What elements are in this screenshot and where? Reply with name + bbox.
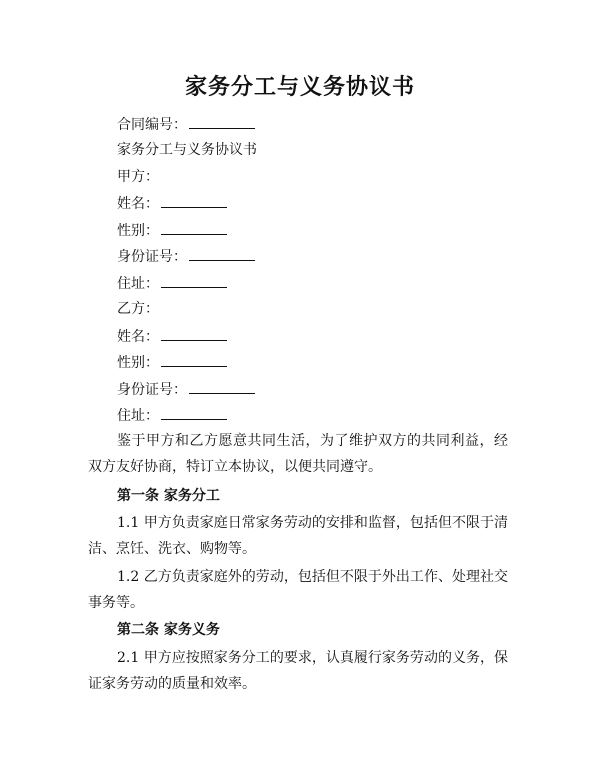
party-b-id-blank (189, 379, 255, 394)
party-a-name-field (117, 193, 227, 214)
document-title: 家务分工与义务协议书 (184, 74, 415, 100)
document-subtitle: 家务分工与义务协议书 (117, 142, 257, 158)
party-b-id-label: 身份证号： (117, 382, 187, 398)
contract-number-label: 合同编号： (117, 117, 187, 133)
party-b-gender-blank (161, 352, 227, 367)
party-a-id-blank (189, 246, 255, 261)
party-b-name-label: 姓名： (117, 329, 159, 345)
party-a-id-field (117, 246, 255, 267)
party-b-address-blank (161, 405, 227, 420)
article-2-heading: 第二条 家务义务 (117, 622, 220, 638)
party-b-name-blank (161, 326, 227, 341)
party-a-gender-field (117, 220, 227, 241)
party-a-label: 甲方： (117, 169, 159, 185)
party-a-name-label: 姓名： (117, 196, 159, 212)
party-b-gender-field (117, 352, 227, 373)
party-a-gender-label: 性别： (117, 223, 159, 239)
article-1-clause-1: 1.1 甲方负责家庭日常家务劳动的安排和监督，包括但不限于清洁、烹饪、洗衣、购物等。 (88, 515, 508, 557)
party-b-gender-label: 性别： (117, 355, 159, 371)
contract-number-blank (189, 114, 255, 129)
article-1-clause-2: 1.2 乙方负责家庭外的劳动，包括但不限于外出工作、处理社交事务等。 (88, 569, 508, 611)
party-b-name-field (117, 326, 227, 347)
party-a-address-blank (161, 273, 227, 288)
party-a-gender-blank (161, 220, 227, 235)
article-1-heading: 第一条 家务分工 (117, 488, 220, 504)
party-b-id-field (117, 379, 255, 400)
party-a-address-label: 住址： (117, 276, 159, 292)
party-b-address-field (117, 405, 227, 426)
party-a-name-blank (161, 193, 227, 208)
preamble-paragraph: 鉴于甲方和乙方愿意共同生活，为了维护双方的共同利益，经双方友好协商，特订立本协议，以便共同遵守。 (88, 433, 508, 475)
party-a-id-label: 身份证号： (117, 249, 187, 265)
party-b-label: 乙方： (117, 301, 159, 317)
party-b-address-label: 住址： (117, 408, 159, 424)
contract-number-field (117, 114, 255, 135)
party-a-address-field (117, 273, 227, 294)
article-2-clause-1: 2.1 甲方应按照家务分工的要求，认真履行家务劳动的义务，保证家务劳动的质量和效率。 (88, 650, 508, 692)
